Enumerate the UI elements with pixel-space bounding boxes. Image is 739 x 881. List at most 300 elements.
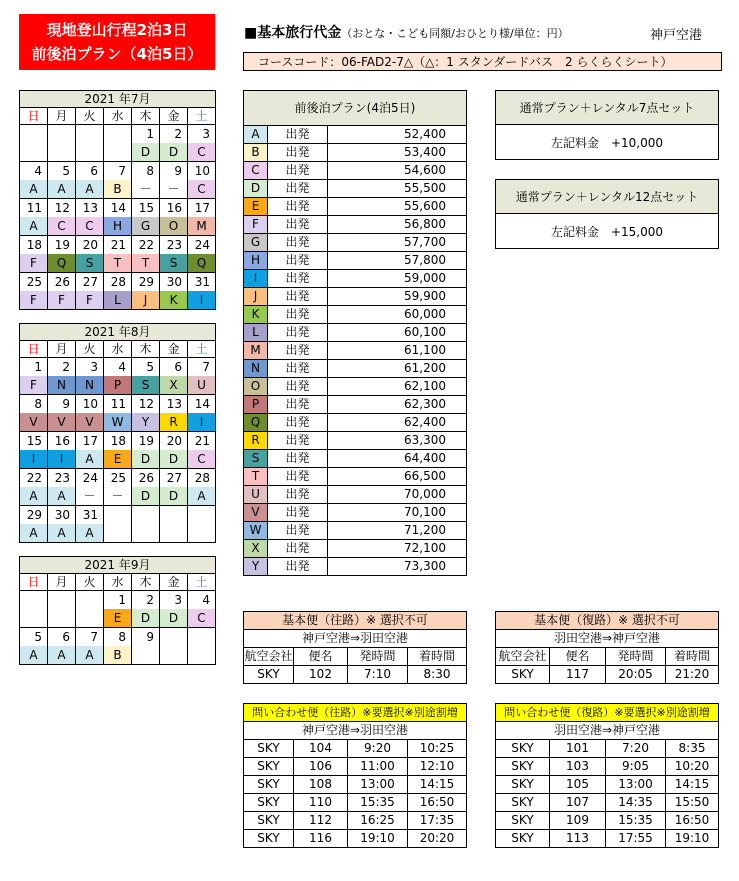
calendar-day-plan-code: [104, 143, 132, 162]
flight-depart-time: 7:20: [606, 740, 666, 758]
calendar-day-plan-code: B: [104, 180, 132, 199]
calendar-day-number: 12: [48, 199, 76, 218]
calendar-day-plan-code: Q: [48, 254, 76, 273]
flight-row: [496, 812, 719, 830]
plan-price: 60,000: [328, 306, 467, 324]
calendar-day-plan-code: B: [104, 646, 132, 665]
departure-label: 出発: [268, 270, 328, 288]
calendar-day-plan-code: K: [160, 291, 188, 310]
calendar-day-plan-code: Q: [188, 254, 216, 273]
calendar-day-plan-code: [188, 524, 216, 543]
flight-arrive-time: 10:20: [666, 758, 719, 776]
flight-airline: SKY: [244, 666, 294, 684]
plan-code: Y: [244, 558, 268, 576]
calendar-day-number: 23: [48, 469, 76, 488]
calendar-day-number: 9: [132, 628, 160, 647]
calendar-day-plan-code: [20, 609, 48, 628]
weekday-label: 火: [76, 574, 104, 591]
flight-number: 116: [294, 830, 348, 848]
flight-depart-time: 14:35: [606, 794, 666, 812]
calendar-day-plan-code: J: [132, 291, 160, 310]
calendar-day-number: 9: [48, 395, 76, 414]
weekday-label: 水: [104, 574, 132, 591]
plan-price: 54,600: [328, 162, 467, 180]
calendar-day-number: [76, 591, 104, 610]
title-badge: [19, 14, 215, 70]
calendar-day-plan-code: [76, 143, 104, 162]
flight-number: 106: [294, 758, 348, 776]
calendar-day-number: 5: [48, 162, 76, 181]
price-row: [244, 198, 467, 216]
price-row: [244, 306, 467, 324]
option-value: 左記料金 +15,000: [496, 214, 719, 249]
flight-depart-time: 13:00: [348, 776, 408, 794]
calendar-day-plan-code: [160, 646, 188, 665]
calendar-day-number: 22: [20, 469, 48, 488]
flight-depart-time: 19:10: [348, 830, 408, 848]
price-row: [244, 252, 467, 270]
calendar-day-number: 14: [104, 199, 132, 218]
plan-code: H: [244, 252, 268, 270]
departure-label: 出発: [268, 288, 328, 306]
plan-code: J: [244, 288, 268, 306]
calendar-day-number: 6: [48, 628, 76, 647]
flight-airline: SKY: [496, 740, 550, 758]
header-flight-no: 便名: [550, 648, 606, 666]
calendar-day-plan-code: H: [104, 217, 132, 236]
calendar-day-number: [104, 506, 132, 525]
calendar-day-plan-code: A: [76, 524, 104, 543]
calendar-day-number: 22: [132, 236, 160, 255]
plan-code: L: [244, 324, 268, 342]
calendar-day-number: 11: [20, 199, 48, 218]
calendar-day-plan-code: A: [20, 180, 48, 199]
calendar-day-number: [160, 506, 188, 525]
plan-price: 63,300: [328, 432, 467, 450]
calendar-day-number: 23: [160, 236, 188, 255]
weekday-label: 土: [188, 574, 216, 591]
calendar-day-number: [104, 125, 132, 144]
calendar-day-number: [132, 506, 160, 525]
flight-table-title: 問い合わせ便（復路）※要選択※別途割増: [496, 704, 719, 722]
calendar-day-plan-code: P: [104, 376, 132, 395]
calendar-day-number: 10: [76, 395, 104, 414]
weekday-label: 土: [188, 341, 216, 358]
calendar-day-plan-code: E: [104, 450, 132, 469]
calendar-day-number: 6: [160, 358, 188, 377]
option-title: 通常プラン＋レンタル12点セット: [496, 180, 719, 214]
flight-airline: SKY: [244, 812, 294, 830]
calendar-day-number: 8: [20, 395, 48, 414]
flight-depart-time: 15:35: [348, 794, 408, 812]
plan-price: 52,400: [328, 126, 467, 144]
calendar-day-plan-code: A: [48, 646, 76, 665]
calendar-day-plan-code: [160, 524, 188, 543]
calendar-day-plan-code: A: [20, 646, 48, 665]
flight-airline: SKY: [244, 794, 294, 812]
calendar-day-number: 26: [132, 469, 160, 488]
flight-airline: SKY: [244, 776, 294, 794]
flight-route: 羽田空港⇒神戸空港: [496, 630, 719, 648]
weekday-label: 月: [48, 574, 76, 591]
calendar-day-plan-code: N: [76, 376, 104, 395]
calendar-day-number: [188, 506, 216, 525]
badge-line-1: 現地登山行程2泊3日: [46, 21, 188, 39]
calendar-day-plan-code: I: [188, 413, 216, 432]
calendar-day-number: [160, 628, 188, 647]
price-row: [244, 450, 467, 468]
departure-label: 出発: [268, 162, 328, 180]
price-table: [243, 90, 467, 576]
calendar-day-plan-code: L: [104, 291, 132, 310]
plan-code: N: [244, 360, 268, 378]
departure-label: 出発: [268, 126, 328, 144]
calendar-day-number: 4: [104, 358, 132, 377]
price-row: [244, 360, 467, 378]
calendar-day-plan-code: C: [76, 217, 104, 236]
price-row: [244, 216, 467, 234]
calendar-day-plan-code: D: [160, 609, 188, 628]
plan-price: 62,100: [328, 378, 467, 396]
calendar-day-plan-code: N: [48, 376, 76, 395]
calendar-day-plan-code: －: [76, 487, 104, 506]
plan-price: 73,300: [328, 558, 467, 576]
header-departure: 発時間: [348, 648, 408, 666]
weekday-label: 木: [132, 574, 160, 591]
departure-label: 出発: [268, 216, 328, 234]
departure-label: 出発: [268, 504, 328, 522]
price-table-header: 前後泊プラン(4泊5日): [244, 91, 467, 126]
calendar-day-number: 25: [20, 273, 48, 292]
calendar-day-plan-code: V: [48, 413, 76, 432]
weekday-label: 月: [48, 108, 76, 125]
plan-price: 72,100: [328, 540, 467, 558]
flight-number: 103: [550, 758, 606, 776]
calendar-day-number: 13: [76, 199, 104, 218]
calendar-day-plan-code: T: [132, 254, 160, 273]
calendar-day-plan-code: D: [160, 487, 188, 506]
calendar-day-number: 4: [20, 162, 48, 181]
departure-label: 出発: [268, 414, 328, 432]
flight-depart-time: 9:20: [348, 740, 408, 758]
flight-row: [244, 758, 467, 776]
calendar-day-plan-code: D: [160, 143, 188, 162]
departure-label: 出発: [268, 468, 328, 486]
calendar-day-number: 1: [20, 358, 48, 377]
price-row: [244, 270, 467, 288]
calendar-day-number: 30: [48, 506, 76, 525]
flight-table-title: 問い合わせ便（往路）※要選択※別途割増: [244, 704, 467, 722]
calendar-day-plan-code: T: [104, 254, 132, 273]
flight-arrive-time: 16:50: [408, 794, 467, 812]
calendar-day-number: [48, 125, 76, 144]
flight-airline: SKY: [496, 666, 550, 684]
calendar-day-number: 30: [160, 273, 188, 292]
price-row: [244, 342, 467, 360]
departure-label: 出発: [268, 522, 328, 540]
header-airline: 航空会社: [496, 648, 550, 666]
calendar-day-plan-code: C: [48, 217, 76, 236]
weekday-label: 火: [76, 341, 104, 358]
departure-label: 出発: [268, 180, 328, 198]
price-row: [244, 324, 467, 342]
plan-price: 53,400: [328, 144, 467, 162]
flight-row: [496, 758, 719, 776]
calendar-day-plan-code: A: [48, 180, 76, 199]
calendar-day-number: 29: [20, 506, 48, 525]
plan-code: D: [244, 180, 268, 198]
flight-route: 羽田空港⇒神戸空港: [496, 722, 719, 740]
departure-label: 出発: [268, 252, 328, 270]
flight-airline: SKY: [496, 776, 550, 794]
calendar-day-plan-code: S: [76, 254, 104, 273]
calendar-day-number: 20: [76, 236, 104, 255]
calendar-day-plan-code: －: [132, 180, 160, 199]
plan-code: Q: [244, 414, 268, 432]
calendar-title: 2021 年7月: [20, 91, 216, 108]
calendar-day-plan-code: A: [76, 646, 104, 665]
departure-label: 出発: [268, 540, 328, 558]
plan-code: V: [244, 504, 268, 522]
calendar-day-plan-code: C: [188, 609, 216, 628]
calendar-day-plan-code: F: [20, 254, 48, 273]
price-row: [244, 144, 467, 162]
plan-price: 57,700: [328, 234, 467, 252]
weekday-label: 金: [160, 341, 188, 358]
flight-depart-time: 15:35: [606, 812, 666, 830]
flight-number: 113: [550, 830, 606, 848]
flight-arrive-time: 19:10: [666, 830, 719, 848]
option-rental-12: [495, 179, 719, 249]
price-row: [244, 468, 467, 486]
calendar-day-plan-code: M: [188, 217, 216, 236]
calendar-day-number: 6: [76, 162, 104, 181]
calendar-day-plan-code: A: [188, 487, 216, 506]
calendar-day-number: 10: [188, 162, 216, 181]
header-flight-no: 便名: [294, 648, 348, 666]
calendar-day-plan-code: Y: [132, 413, 160, 432]
calendar-day-plan-code: G: [132, 217, 160, 236]
calendar-day-number: 16: [160, 199, 188, 218]
flight-route: 神戸空港⇒羽田空港: [244, 722, 467, 740]
calendar-day-plan-code: A: [20, 487, 48, 506]
flight-arrive-time: 14:15: [408, 776, 467, 794]
calendar-day-plan-code: [132, 524, 160, 543]
plan-price: 61,100: [328, 342, 467, 360]
calendar-day-plan-code: W: [104, 413, 132, 432]
flight-number: 101: [550, 740, 606, 758]
calendar-day-plan-code: A: [48, 524, 76, 543]
weekday-label: 土: [188, 108, 216, 125]
calendar-day-number: 18: [20, 236, 48, 255]
calendar-day-plan-code: I: [20, 450, 48, 469]
flight-row: [244, 812, 467, 830]
departure-label: 出発: [268, 144, 328, 162]
calendar-day-number: 3: [188, 125, 216, 144]
flight-airline: SKY: [244, 830, 294, 848]
plan-code: K: [244, 306, 268, 324]
calendar-day-plan-code: A: [76, 450, 104, 469]
flight-arrive-time: 14:15: [666, 776, 719, 794]
weekday-label: 木: [132, 341, 160, 358]
weekday-label: 月: [48, 341, 76, 358]
plan-price: 59,000: [328, 270, 467, 288]
calendar-day-plan-code: F: [20, 376, 48, 395]
flight-depart-time: 17:55: [606, 830, 666, 848]
option-rental-7: [495, 90, 719, 160]
flight-row: [244, 740, 467, 758]
calendar-day-number: 7: [104, 162, 132, 181]
plan-price: 62,300: [328, 396, 467, 414]
price-row: [244, 234, 467, 252]
calendar-day-number: 17: [188, 199, 216, 218]
calendar-day-plan-code: S: [132, 376, 160, 395]
plan-code: R: [244, 432, 268, 450]
price-row: [244, 414, 467, 432]
plan-price: 55,500: [328, 180, 467, 198]
flight-number: 102: [294, 666, 348, 684]
calendar-day-plan-code: F: [48, 291, 76, 310]
weekday-label: 火: [76, 108, 104, 125]
calendar-day-plan-code: D: [132, 450, 160, 469]
calendar-day-number: 12: [132, 395, 160, 414]
plan-code: W: [244, 522, 268, 540]
calendar-day-number: 24: [188, 236, 216, 255]
flight-arrive-time: 8:35: [666, 740, 719, 758]
price-row: [244, 432, 467, 450]
calendar-day-number: 21: [104, 236, 132, 255]
calendar-day-number: 16: [48, 432, 76, 451]
plan-code: U: [244, 486, 268, 504]
calendar-day-number: 17: [76, 432, 104, 451]
header-airline: 航空会社: [244, 648, 294, 666]
weekday-label: 日: [20, 341, 48, 358]
flight-arrive-time: 8:30: [408, 666, 467, 684]
price-row: [244, 558, 467, 576]
calendar-day-number: 8: [132, 162, 160, 181]
calendar-day-number: 7: [188, 358, 216, 377]
plan-price: 70,100: [328, 504, 467, 522]
calendar-august: [19, 323, 216, 543]
calendar-day-plan-code: A: [48, 487, 76, 506]
price-row: [244, 126, 467, 144]
calendar-day-plan-code: A: [76, 180, 104, 199]
calendar-day-number: 20: [160, 432, 188, 451]
calendar-day-number: 27: [160, 469, 188, 488]
calendar-day-number: 8: [104, 628, 132, 647]
calendar-day-number: 3: [160, 591, 188, 610]
calendar-day-plan-code: I: [188, 291, 216, 310]
calendar-day-plan-code: D: [132, 487, 160, 506]
plan-code: T: [244, 468, 268, 486]
calendar-day-number: 2: [48, 358, 76, 377]
plan-price: 55,600: [328, 198, 467, 216]
flight-airline: SKY: [496, 830, 550, 848]
plan-price: 59,900: [328, 288, 467, 306]
flight-number: 105: [550, 776, 606, 794]
weekday-label: 木: [132, 108, 160, 125]
calendar-day-plan-code: C: [188, 143, 216, 162]
calendar-day-number: 18: [104, 432, 132, 451]
calendar-day-number: 15: [132, 199, 160, 218]
calendar-day-number: 15: [20, 432, 48, 451]
flight-arrive-time: 20:20: [408, 830, 467, 848]
departure-label: 出発: [268, 234, 328, 252]
calendar-day-plan-code: R: [160, 413, 188, 432]
plan-price: 66,500: [328, 468, 467, 486]
calendar-day-plan-code: －: [104, 487, 132, 506]
plan-code: A: [244, 126, 268, 144]
calendar-day-plan-code: D: [132, 609, 160, 628]
flight-number: 117: [550, 666, 606, 684]
departure-label: 出発: [268, 558, 328, 576]
calendar-september: [19, 556, 216, 665]
calendar-day-plan-code: [104, 524, 132, 543]
calendar-day-number: [188, 628, 216, 647]
calendar-day-number: 3: [76, 358, 104, 377]
flight-number: 104: [294, 740, 348, 758]
plan-code: C: [244, 162, 268, 180]
flight-row: [244, 794, 467, 812]
calendar-day-plan-code: D: [132, 143, 160, 162]
price-row: [244, 540, 467, 558]
price-heading-title: ■基本旅行代金: [244, 25, 342, 41]
calendar-day-number: 25: [104, 469, 132, 488]
calendar-day-plan-code: U: [188, 376, 216, 395]
plan-price: 62,400: [328, 414, 467, 432]
flight-route: 神戸空港⇒羽田空港: [244, 630, 467, 648]
flight-arrive-time: 10:25: [408, 740, 467, 758]
calendar-day-plan-code: E: [104, 609, 132, 628]
header-arrival: 着時間: [408, 648, 467, 666]
flight-airline: SKY: [496, 758, 550, 776]
calendar-day-plan-code: F: [76, 291, 104, 310]
calendar-day-plan-code: A: [20, 217, 48, 236]
calendar-july: [19, 90, 216, 310]
departure-label: 出発: [268, 396, 328, 414]
calendar-day-plan-code: [76, 609, 104, 628]
basic-flight-return: [495, 611, 719, 684]
calendar-day-number: 27: [76, 273, 104, 292]
calendar-day-number: 28: [104, 273, 132, 292]
calendar-day-plan-code: [132, 646, 160, 665]
inquiry-flight-outbound: [243, 703, 467, 848]
calendar-day-plan-code: V: [20, 413, 48, 432]
price-row: [244, 486, 467, 504]
plan-price: 57,800: [328, 252, 467, 270]
price-row: [244, 522, 467, 540]
calendar-day-number: [76, 125, 104, 144]
calendar-day-plan-code: I: [48, 450, 76, 469]
basic-flight-outbound: [243, 611, 467, 684]
plan-code: E: [244, 198, 268, 216]
header-departure: 発時間: [606, 648, 666, 666]
flight-number: 112: [294, 812, 348, 830]
plan-code: O: [244, 378, 268, 396]
weekday-label: 金: [160, 108, 188, 125]
calendar-day-plan-code: C: [188, 450, 216, 469]
price-heading-sub: （おとな・こども同額/おひとり様/単位：円）: [341, 27, 569, 40]
flight-arrive-time: 17:35: [408, 812, 467, 830]
plan-code: G: [244, 234, 268, 252]
flight-arrive-time: 16:50: [666, 812, 719, 830]
calendar-day-number: 4: [188, 591, 216, 610]
weekday-label: 日: [20, 108, 48, 125]
calendar-day-number: 28: [188, 469, 216, 488]
flight-row: [496, 776, 719, 794]
departure-label: 出発: [268, 486, 328, 504]
calendar-day-number: 2: [132, 591, 160, 610]
